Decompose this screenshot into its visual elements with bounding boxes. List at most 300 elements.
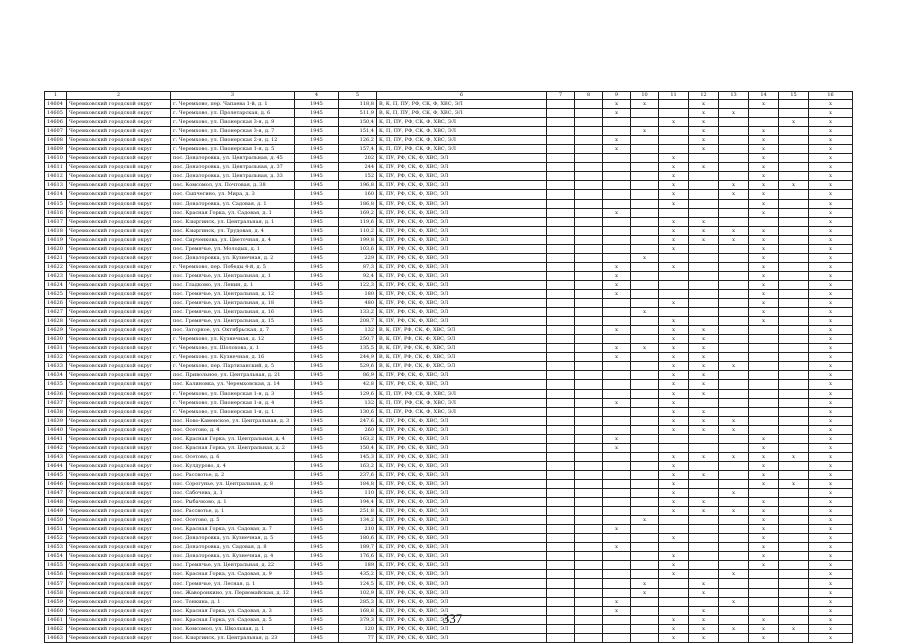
mark-cell-col-11: х	[659, 217, 689, 226]
mark-cell-col-14: х	[749, 624, 779, 633]
district-name: Черемховский городской округ	[67, 398, 171, 407]
build-year: 1945	[295, 498, 339, 507]
mark-cell-col-12	[689, 570, 719, 579]
mark-cell-col-16: х	[809, 561, 853, 570]
record-id: 14605	[45, 109, 67, 118]
mark-cell-col-10	[631, 498, 659, 507]
mark-cell-col-8	[575, 208, 603, 217]
mark-cell-col-10	[631, 570, 659, 579]
column-header-7: 7	[547, 92, 575, 100]
works-list: К, ПУ, РФ, СК, Ф, ХВС, ЭЛ	[377, 633, 547, 642]
table-row	[45, 262, 853, 271]
mark-cell-col-14: х	[749, 434, 779, 443]
mark-cell-col-7	[547, 507, 575, 516]
column-header-16: 16	[809, 92, 853, 100]
works-list: К, ПУ, РФ, СК, Ф, ХВС, ЭЛ	[377, 217, 547, 226]
mark-cell-col-12: х	[689, 425, 719, 434]
record-id: 14656	[45, 570, 67, 579]
area-value: 163,2	[339, 434, 377, 443]
table-row	[45, 289, 853, 298]
mark-cell-col-10	[631, 561, 659, 570]
area-value: 150,4	[339, 443, 377, 452]
address: г. Черемхово, ул. Пионерская 3-я, д. 7	[171, 127, 295, 136]
mark-cell-col-13	[719, 479, 749, 488]
address: пос. Рассвотье, д. 2	[171, 470, 295, 479]
mark-cell-col-9	[603, 588, 631, 597]
mark-cell-col-14: х	[749, 127, 779, 136]
build-year: 1945	[295, 443, 339, 452]
mark-cell-col-13	[719, 136, 749, 145]
mark-cell-col-15	[779, 109, 809, 118]
mark-cell-col-8	[575, 226, 603, 235]
mark-cell-col-16: х	[809, 190, 853, 199]
mark-cell-col-11: х	[659, 561, 689, 570]
mark-cell-col-9	[603, 181, 631, 190]
mark-cell-col-16: х	[809, 407, 853, 416]
mark-cell-col-13: х	[719, 416, 749, 425]
mark-cell-col-11: х	[659, 534, 689, 543]
mark-cell-col-9	[603, 217, 631, 226]
build-year: 1945	[295, 434, 339, 443]
mark-cell-col-7	[547, 136, 575, 145]
record-id: 14655	[45, 561, 67, 570]
mark-cell-col-13	[719, 262, 749, 271]
table-row	[45, 398, 853, 407]
address: г. Черемхово, ул. Пионерская 3-я, д. 9	[171, 118, 295, 127]
mark-cell-col-14: х	[749, 543, 779, 552]
mark-cell-col-11: х	[659, 371, 689, 380]
mark-cell-col-9	[603, 633, 631, 642]
mark-cell-col-10	[631, 353, 659, 362]
record-id: 14644	[45, 461, 67, 470]
area-value: 77	[339, 633, 377, 642]
area-value: 110,2	[339, 226, 377, 235]
mark-cell-col-13: х	[719, 507, 749, 516]
mark-cell-col-12	[689, 299, 719, 308]
district-name: Черемховский городской округ	[67, 452, 171, 461]
mark-cell-col-16: х	[809, 534, 853, 543]
mark-cell-col-9	[603, 127, 631, 136]
table-row	[45, 244, 853, 253]
area-value: 163,2	[339, 461, 377, 470]
mark-cell-col-16: х	[809, 145, 853, 154]
table-row	[45, 145, 853, 154]
mark-cell-col-7	[547, 452, 575, 461]
record-id: 14636	[45, 389, 67, 398]
mark-cell-col-8	[575, 253, 603, 262]
mark-cell-col-10	[631, 163, 659, 172]
address: г. Черемхово, ул. Пионерская 1-я, д. 5	[171, 145, 295, 154]
mark-cell-col-8	[575, 181, 603, 190]
mark-cell-col-15	[779, 289, 809, 298]
mark-cell-col-16: х	[809, 154, 853, 163]
table-row	[45, 154, 853, 163]
mark-cell-col-10	[631, 280, 659, 289]
area-value: 119,6	[339, 217, 377, 226]
mark-cell-col-12: х	[689, 407, 719, 416]
area-value: 247,6	[339, 416, 377, 425]
record-id: 14618	[45, 226, 67, 235]
table-row	[45, 489, 853, 498]
district-name: Черемховский городской округ	[67, 516, 171, 525]
mark-cell-col-12: х	[689, 326, 719, 335]
mark-cell-col-7	[547, 516, 575, 525]
mark-cell-col-13	[719, 588, 749, 597]
mark-cell-col-14: х	[749, 172, 779, 181]
mark-cell-col-15	[779, 208, 809, 217]
build-year: 1945	[295, 615, 339, 624]
works-list: К, ПУ, РФ, СК, Ф, ХВС, ЭЛ	[377, 507, 547, 516]
mark-cell-col-7	[547, 172, 575, 181]
address: пос. Гремячье, ул. Центральная, д. 16	[171, 308, 295, 317]
mark-cell-col-7	[547, 425, 575, 434]
mark-cell-col-16: х	[809, 570, 853, 579]
table-row	[45, 452, 853, 461]
table-row	[45, 434, 853, 443]
build-year: 1945	[295, 280, 339, 289]
district-name: Черемховский городской округ	[67, 271, 171, 280]
record-id: 14607	[45, 127, 67, 136]
mark-cell-col-9	[603, 552, 631, 561]
build-year: 1945	[295, 344, 339, 353]
mark-cell-col-7	[547, 127, 575, 136]
mark-cell-col-9	[603, 425, 631, 434]
mark-cell-col-11: х	[659, 552, 689, 561]
table-row	[45, 380, 853, 389]
mark-cell-col-12: х	[689, 633, 719, 642]
build-year: 1945	[295, 308, 339, 317]
works-list: К, ПУ, РФ, СК, Ф, ХВС, ЭЛ	[377, 461, 547, 470]
build-year: 1945	[295, 534, 339, 543]
record-id: 14622	[45, 262, 67, 271]
area-value: 244	[339, 163, 377, 172]
build-year: 1945	[295, 470, 339, 479]
mark-cell-col-13	[719, 127, 749, 136]
mark-cell-col-12	[689, 317, 719, 326]
mark-cell-col-10	[631, 244, 659, 253]
build-year: 1945	[295, 217, 339, 226]
build-year: 1945	[295, 398, 339, 407]
mark-cell-col-15	[779, 525, 809, 534]
mark-cell-col-8	[575, 461, 603, 470]
works-list: К, П, ПУ, РФ, СК, Ф, ХВС, ЭЛ	[377, 136, 547, 145]
build-year: 1945	[295, 353, 339, 362]
mark-cell-col-11: х	[659, 118, 689, 127]
mark-cell-col-12: х	[689, 498, 719, 507]
mark-cell-col-14: х	[749, 479, 779, 488]
mark-cell-col-11: х	[659, 226, 689, 235]
mark-cell-col-15	[779, 317, 809, 326]
mark-cell-col-13: х	[719, 190, 749, 199]
mark-cell-col-16: х	[809, 163, 853, 172]
mark-cell-col-14	[749, 389, 779, 398]
mark-cell-col-14: х	[749, 525, 779, 534]
build-year: 1945	[295, 543, 339, 552]
mark-cell-col-10	[631, 534, 659, 543]
works-list: К, ПУ, РФ, СК, Ф, ХВС, ЭЛ	[377, 317, 547, 326]
build-year: 1945	[295, 489, 339, 498]
address: г. Черемхово, пер. Победы 4-й, д. 5	[171, 262, 295, 271]
mark-cell-col-14: х	[749, 154, 779, 163]
mark-cell-col-10	[631, 208, 659, 217]
mark-cell-col-15	[779, 579, 809, 588]
mark-cell-col-13	[719, 434, 749, 443]
build-year: 1945	[295, 118, 339, 127]
district-name: Черемховский городской округ	[67, 317, 171, 326]
mark-cell-col-11	[659, 525, 689, 534]
mark-cell-col-8	[575, 299, 603, 308]
district-name: Черемховский городской округ	[67, 100, 171, 109]
mark-cell-col-12	[689, 289, 719, 298]
district-name: Черемховский городской округ	[67, 479, 171, 488]
table-row	[45, 498, 853, 507]
address: г. Черемхово, ул. Кузнечная, д. 12	[171, 335, 295, 344]
area-value: 133,2	[339, 308, 377, 317]
mark-cell-col-14: х	[749, 534, 779, 543]
mark-cell-col-8	[575, 389, 603, 398]
mark-cell-col-7	[547, 380, 575, 389]
mark-cell-col-16: х	[809, 109, 853, 118]
table-row	[45, 127, 853, 136]
district-name: Черемховский городской округ	[67, 489, 171, 498]
record-id: 14638	[45, 407, 67, 416]
district-name: Черемховский городской округ	[67, 235, 171, 244]
address: пос. Ново-Каменское, ул. Центральная, д. 3	[171, 416, 295, 425]
mark-cell-col-7	[547, 190, 575, 199]
table-row	[45, 561, 853, 570]
mark-cell-col-16: х	[809, 461, 853, 470]
column-header-5: 5	[339, 92, 377, 100]
address: пос. Гремячье, ул. Центральная, д. 15	[171, 317, 295, 326]
mark-cell-col-10	[631, 172, 659, 181]
district-name: Черемховский городской округ	[67, 624, 171, 633]
table-row	[45, 407, 853, 416]
build-year: 1945	[295, 100, 339, 109]
table-row	[45, 534, 853, 543]
mark-cell-col-16: х	[809, 470, 853, 479]
area-value: 130,6	[339, 407, 377, 416]
mark-cell-col-9	[603, 362, 631, 371]
build-year: 1945	[295, 172, 339, 181]
address: пос. Красная Горка, ул. Садовая, д. 1	[171, 208, 295, 217]
mark-cell-col-7	[547, 525, 575, 534]
mark-cell-col-7	[547, 534, 575, 543]
works-list: К, ПУ, РФ, СК, Ф, ХВС, ЭЛ	[377, 470, 547, 479]
mark-cell-col-7	[547, 407, 575, 416]
mark-cell-col-16: х	[809, 498, 853, 507]
column-header-10: 10	[631, 92, 659, 100]
district-name: Черемховский городской округ	[67, 570, 171, 579]
mark-cell-col-13: х	[719, 362, 749, 371]
district-name: Черемховский городской округ	[67, 498, 171, 507]
mark-cell-col-16: х	[809, 208, 853, 217]
mark-cell-col-12	[689, 597, 719, 606]
address: пос. Осетово, д. 6	[171, 452, 295, 461]
works-list: В, К, П, ПУ, РФ, СК, Ф, ХВС, ЭЛ	[377, 109, 547, 118]
mark-cell-col-15	[779, 570, 809, 579]
column-header-11: 11	[659, 92, 689, 100]
build-year: 1945	[295, 163, 339, 172]
mark-cell-col-10	[631, 145, 659, 154]
district-name: Черемховский городской округ	[67, 552, 171, 561]
mark-cell-col-9	[603, 253, 631, 262]
mark-cell-col-14: х	[749, 289, 779, 298]
area-value: 208,7	[339, 317, 377, 326]
mark-cell-col-8	[575, 425, 603, 434]
mark-cell-col-7	[547, 344, 575, 353]
mark-cell-col-16: х	[809, 507, 853, 516]
mark-cell-col-14: х	[749, 208, 779, 217]
mark-cell-col-10	[631, 109, 659, 118]
mark-cell-col-12	[689, 516, 719, 525]
mark-cell-col-9	[603, 190, 631, 199]
mark-cell-col-14: х	[749, 271, 779, 280]
mark-cell-col-10	[631, 235, 659, 244]
mark-cell-col-15	[779, 326, 809, 335]
works-list: К, ПУ, РФ, СК, Ф, ХВС, ЭЛ	[377, 543, 547, 552]
mark-cell-col-16: х	[809, 344, 853, 353]
build-year: 1945	[295, 208, 339, 217]
mark-cell-col-11: х	[659, 154, 689, 163]
area-value: 184,8	[339, 479, 377, 488]
area-value: 229	[339, 253, 377, 262]
address: пос. Донаторовка, ул. Кузнечная, д. 2	[171, 253, 295, 262]
mark-cell-col-13: х	[719, 235, 749, 244]
mark-cell-col-16: х	[809, 127, 853, 136]
district-name: Черемховский городской округ	[67, 461, 171, 470]
address: г. Черемхово, ул. Пионерская 2-я, д. 12	[171, 136, 295, 145]
mark-cell-col-10	[631, 317, 659, 326]
record-id: 14613	[45, 181, 67, 190]
mark-cell-col-16: х	[809, 615, 853, 624]
mark-cell-col-12	[689, 479, 719, 488]
works-list: К, ПУ, РФ, СК, Ф, ХВС, ЭЛ	[377, 534, 547, 543]
table-row	[45, 516, 853, 525]
table-row	[45, 172, 853, 181]
works-list: К, П, ПУ, РФ, СК, Ф, ХВС, ЭЛ	[377, 118, 547, 127]
mark-cell-col-16: х	[809, 389, 853, 398]
mark-cell-col-13	[719, 289, 749, 298]
mark-cell-col-8	[575, 353, 603, 362]
mark-cell-col-8	[575, 579, 603, 588]
mark-cell-col-9: х	[603, 208, 631, 217]
record-id: 14619	[45, 235, 67, 244]
district-name: Черемховский городской округ	[67, 407, 171, 416]
address: пос. Сирченкова, ул. Цветочная, д. 4	[171, 235, 295, 244]
mark-cell-col-14: х	[749, 308, 779, 317]
mark-cell-col-10	[631, 452, 659, 461]
table-row	[45, 308, 853, 317]
area-value: 176,6	[339, 552, 377, 561]
area-value: 42,8	[339, 380, 377, 389]
mark-cell-col-12: х	[689, 416, 719, 425]
address: пос. Заторное, ул. Октябрьская, д. 7	[171, 326, 295, 335]
mark-cell-col-14: х	[749, 461, 779, 470]
area-value: 118,8	[339, 100, 377, 109]
address: пос. Гремячье, ул. Центральная, д. 12	[171, 289, 295, 298]
mark-cell-col-7	[547, 199, 575, 208]
build-year: 1945	[295, 244, 339, 253]
area-value: 196,8	[339, 181, 377, 190]
mark-cell-col-13	[719, 308, 749, 317]
mark-cell-col-9: х	[603, 262, 631, 271]
build-year: 1945	[295, 199, 339, 208]
mark-cell-col-10	[631, 118, 659, 127]
mark-cell-col-15	[779, 308, 809, 317]
mark-cell-col-13: х	[719, 452, 749, 461]
works-list: К, ПУ, РФ, СК, Ф, ХВС, ЭЛ	[377, 235, 547, 244]
mark-cell-col-11: х	[659, 262, 689, 271]
mark-cell-col-9: х	[603, 289, 631, 298]
mark-cell-col-13	[719, 317, 749, 326]
mark-cell-col-10	[631, 271, 659, 280]
table-row	[45, 371, 853, 380]
area-value: 511,9	[339, 109, 377, 118]
record-id: 14609	[45, 145, 67, 154]
build-year: 1945	[295, 416, 339, 425]
table-row	[45, 226, 853, 235]
works-list: В, К, ПУ, РФ, СК, Ф, ХВС, ЭЛ	[377, 344, 547, 353]
works-list: К, ПУ, РФ, СК, Ф, ХВС, ЭЛ	[377, 425, 547, 434]
mark-cell-col-9: х	[603, 398, 631, 407]
mark-cell-col-13: х	[719, 425, 749, 434]
mark-cell-col-8	[575, 561, 603, 570]
mark-cell-col-16: х	[809, 380, 853, 389]
build-year: 1945	[295, 389, 339, 398]
mark-cell-col-12: х	[689, 163, 719, 172]
build-year: 1945	[295, 326, 339, 335]
mark-cell-col-16: х	[809, 606, 853, 615]
mark-cell-col-15	[779, 543, 809, 552]
record-id: 14639	[45, 416, 67, 425]
address: г. Черемхово, ул. Пионерская 1-я, д. 1	[171, 407, 295, 416]
mark-cell-col-10	[631, 326, 659, 335]
area-value: 285,3	[339, 597, 377, 606]
mark-cell-col-14	[749, 570, 779, 579]
mark-cell-col-7	[547, 317, 575, 326]
mark-cell-col-14	[749, 588, 779, 597]
mark-cell-col-11	[659, 109, 689, 118]
mark-cell-col-15	[779, 271, 809, 280]
district-name: Черемховский городской округ	[67, 344, 171, 353]
works-list: К, ПУ, РФ, СК, Ф, ХВС, ЭЛ	[377, 190, 547, 199]
mark-cell-col-13	[719, 561, 749, 570]
mark-cell-col-12: х	[689, 353, 719, 362]
area-value: 168,8	[339, 606, 377, 615]
district-name: Черемховский городской округ	[67, 262, 171, 271]
works-list: К, ПУ, РФ, СК, Ф, ХВС, ЭЛ	[377, 208, 547, 217]
works-list: К, ПУ, РФ, СК, Ф, ХВС, ЭЛ	[377, 525, 547, 534]
mark-cell-col-14: х	[749, 443, 779, 452]
area-value: 151,4	[339, 127, 377, 136]
area-value: 103,6	[339, 244, 377, 253]
mark-cell-col-7	[547, 326, 575, 335]
mark-cell-col-12: х	[689, 344, 719, 353]
mark-cell-col-15	[779, 389, 809, 398]
mark-cell-col-7	[547, 154, 575, 163]
address: пос. Рассвотье, д. 1	[171, 507, 295, 516]
mark-cell-col-10	[631, 461, 659, 470]
mark-cell-col-11	[659, 208, 689, 217]
mark-cell-col-8	[575, 154, 603, 163]
mark-cell-col-8	[575, 308, 603, 317]
mark-cell-col-16: х	[809, 308, 853, 317]
mark-cell-col-12: х	[689, 470, 719, 479]
area-value: 92,4	[339, 271, 377, 280]
column-header-4: 4	[295, 92, 339, 100]
mark-cell-col-8	[575, 543, 603, 552]
address: пос. Комсомол, ул. Почтовая, д. 38	[171, 181, 295, 190]
